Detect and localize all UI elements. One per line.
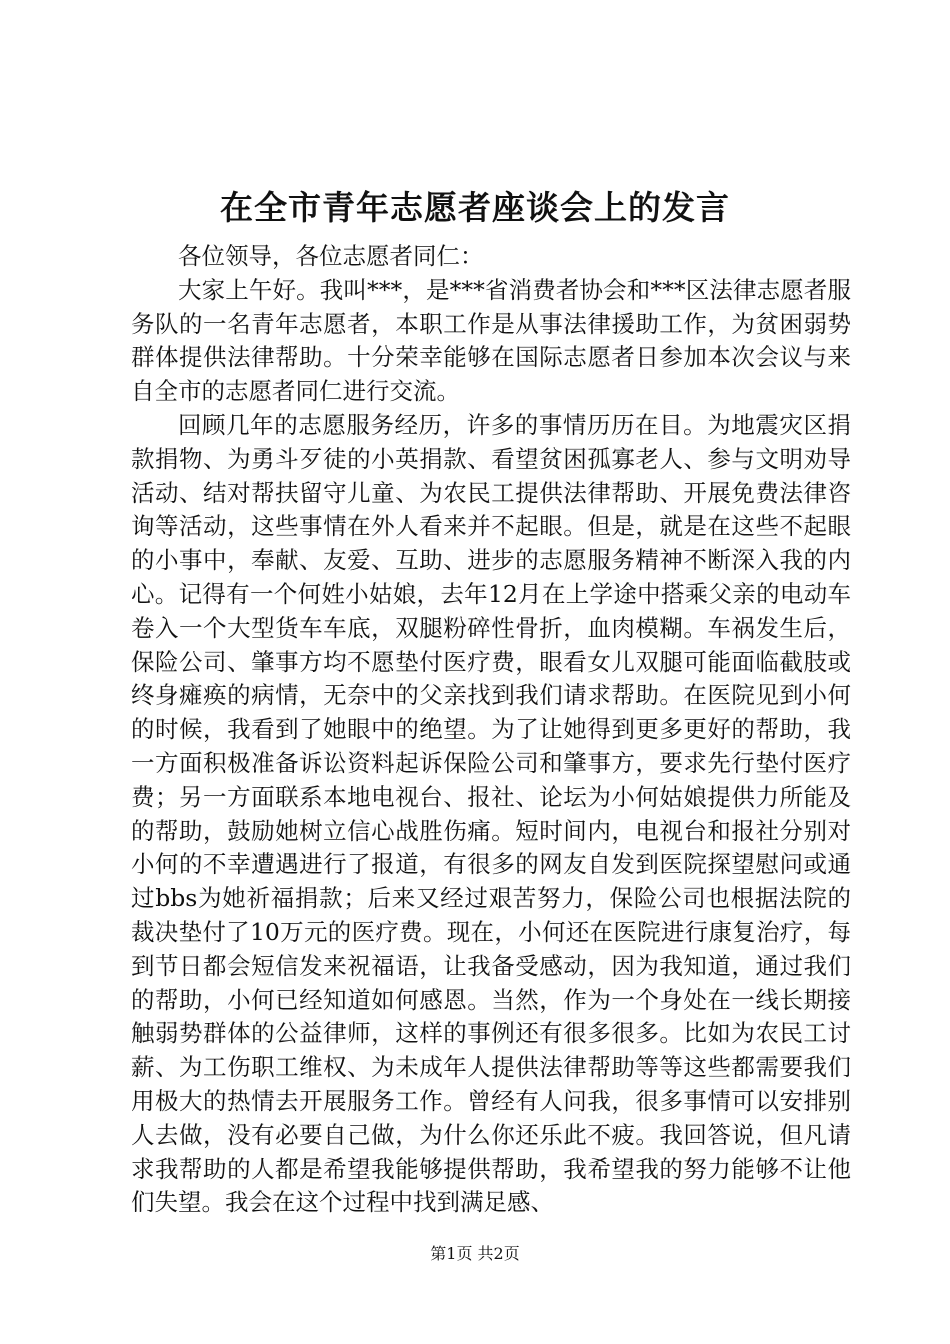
experience-paragraph: 回顾几年的志愿服务经历，许多的事情历历在目。为地震灾区捐款捐物、为勇斗歹徒的小英捐款、看望贫困孤寡老人、参与文明劝导活动、结对帮扶留守儿童、为农民工提供法律帮助、开展免费法律咨询等活动，这些事情在外人看来并不起眼。但是，就是在这些不起眼的小事中，奉献、友爱、互助、进步的志愿服务精神不断深入我的内心。记得有一个何姓小姑娘，去年12月在上学途中搭乘父亲的电动车卷入一个大型货车车底，双腿粉碎性骨折，血肉模糊。车祸发生后，保险公司、肇事方均不愿垫付医疗费，眼看女儿双腿可能面临截肢或终身瘫痪的病情，无奈中的父亲找到我们请求帮助。在医院见到小何的时候，我看到了她眼中的绝望。为了让她得到更多更好的帮助，我一方面积极准备诉讼资料起诉保险公司和肇事方，要求先行垫付医疗费；另一方面联系本地电视台、报社、论坛为小何姑娘提供力所能及的帮助，鼓励她树立信心战胜伤痛。短时间内，电视台和报社分别对小何的不幸遭遇进行了报道，有很多的网友自发到医院探望慰问或通过bbs为她祈福捐款；后来又经过艰苦努力，保险公司也根据法院的裁决垫付了10万元的医疗费。现在，小何还在医院进行康复治疗，每到节日都会短信发来祝福语，让我备受感动，因为我知道，通过我们的帮助，小何已经知道如何感恩。当然，作为一个身处在一线长期接触弱势群体的公益律师，这样的事例还有很多很多。比如为农民工讨薪、为工伤职工维权、为未成年人提供法律帮助等等这些都需要我们用极大的热情去开展服务工作。曾经有人问我，很多事情可以安排别人去做，没有必要自己做，为什么你还乐此不疲。我回答说，但凡请求我帮助的人都是希望我能够提供帮助，我希望我的努力能够不让他们失望。我会在这个过程中找到满足感、 xyxy=(131,410,851,1217)
salutation-paragraph: 各位领导，各位志愿者同仁： xyxy=(178,242,484,270)
document-body xyxy=(131,240,851,1220)
page-number-footer: 第1页 共2页 xyxy=(430,1244,520,1263)
introduction-paragraph: 大家上午好。我叫***，是***省消费者协会和***区法律志愿者服务队的一名青年志愿者，本职工作是从事法律援助工作，为贫困弱势群体提供法律帮助。十分荣幸能够在国际志愿者日参加本次会议与来自全市的志愿者同仁进行交流。 xyxy=(131,275,851,406)
document-title: 在全市青年志愿者座谈会上的发言 xyxy=(220,188,730,227)
